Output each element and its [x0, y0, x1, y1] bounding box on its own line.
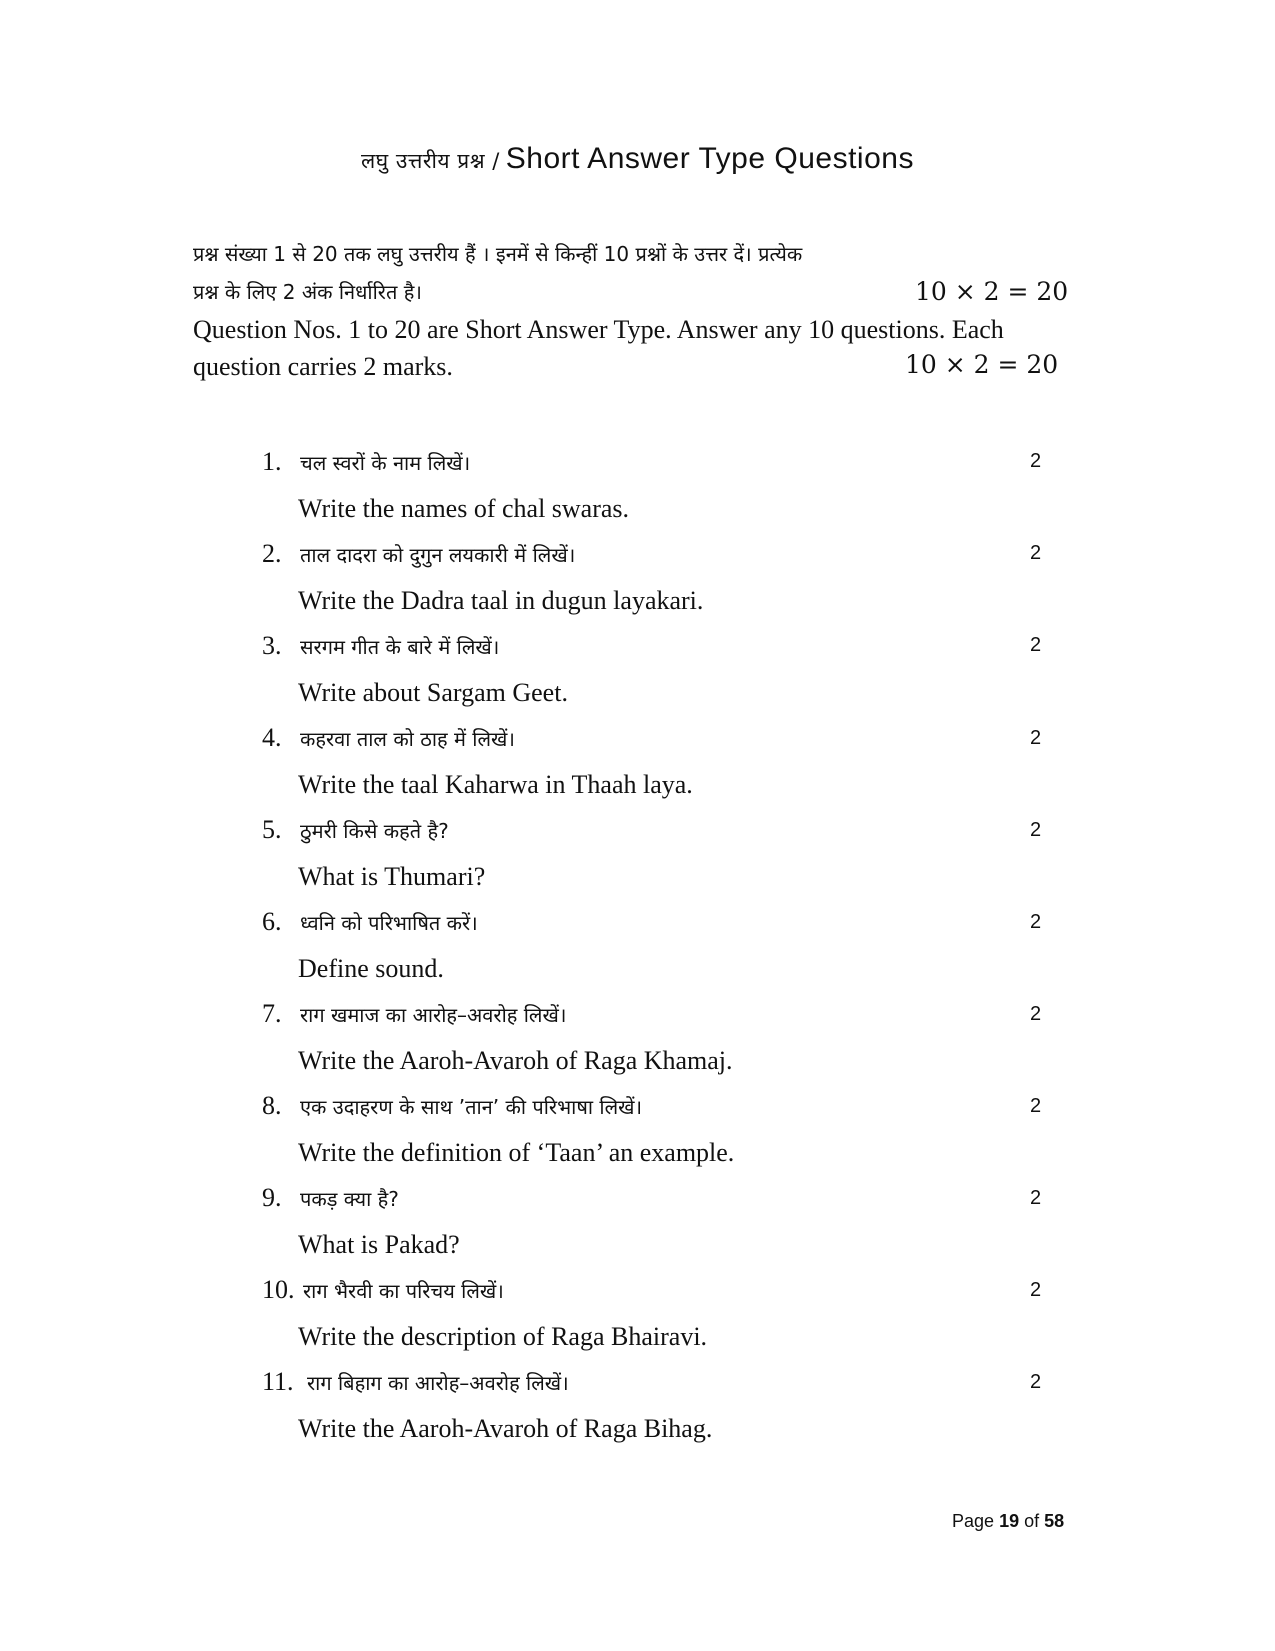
question-marks: 2	[1030, 911, 1042, 933]
of-word: of	[1024, 1511, 1040, 1531]
question-number: 2.	[262, 539, 282, 568]
question-marks: 2	[1030, 1279, 1042, 1301]
question-number: 7.	[262, 999, 282, 1028]
question-hindi	[262, 723, 515, 753]
question-hindi	[262, 1183, 399, 1213]
question-marks: 2	[1030, 1187, 1042, 1209]
question-text-hindi: सरगम गीत के बारे में लिखें।	[300, 635, 500, 659]
question-hindi	[262, 447, 470, 477]
question-text-english: Write the Dadra taal in dugun layakari.	[298, 586, 704, 615]
question-marks: 2	[1030, 542, 1042, 564]
question-text-hindi: एक उदाहरण के साथ ’तान’ की परिभाषा लिखें।	[300, 1095, 643, 1119]
question-text-english: What is Thumari?	[298, 862, 486, 891]
question-number: 11.	[262, 1367, 294, 1396]
question-hindi	[262, 907, 478, 937]
page-word: Page	[952, 1511, 995, 1531]
question-text-hindi: ध्वनि को परिभाषित करें।	[300, 911, 478, 935]
question-number: 3.	[262, 631, 282, 660]
question-number: 1.	[262, 447, 282, 476]
question-marks: 2	[1030, 819, 1042, 841]
question-text-hindi: राग भैरवी का परिचय लिखें।	[303, 1279, 504, 1303]
question-text-hindi: राग बिहाग का आरोह–अवरोह लिखें।	[307, 1371, 569, 1395]
question-text-hindi: पकड़ क्या है?	[300, 1187, 399, 1211]
question-text-english: Write the description of Raga Bhairavi.	[298, 1322, 708, 1351]
question-text-hindi: कहरवा ताल को ठाह में लिखें।	[300, 727, 515, 751]
question-hindi	[262, 539, 575, 569]
question-hindi	[262, 631, 499, 661]
page-total-number: 58	[1044, 1511, 1065, 1531]
question-number: 6.	[262, 907, 282, 936]
question-hindi	[262, 815, 449, 845]
question-text-hindi: ठुमरी किसे कहते है?	[300, 819, 449, 843]
page-current-number: 19	[999, 1511, 1020, 1531]
question-marks: 2	[1030, 634, 1042, 656]
question-marks: 2	[1030, 1095, 1042, 1117]
question-marks: 2	[1030, 450, 1042, 472]
question-text-english: What is Pakad?	[298, 1230, 460, 1259]
question-number: 5.	[262, 815, 282, 844]
instructions-english-line-1: Question Nos. 1 to 20 are Short Answer Type. Answer any 10 questions. Each	[193, 315, 1004, 344]
question-number: 9.	[262, 1183, 282, 1212]
question-hindi	[262, 999, 566, 1029]
marks-formula-english: 10 × 2 = 20	[905, 350, 1059, 379]
instructions-english-line-2: question carries 2 marks.	[193, 352, 453, 381]
question-text-english: Write the Aaroh-Avaroh of Raga Bihag.	[298, 1414, 713, 1443]
question-number: 4.	[262, 723, 282, 752]
question-hindi	[262, 1367, 569, 1397]
marks-formula-hindi: 10 × 2 = 20	[915, 277, 1069, 306]
question-number: 10.	[262, 1275, 295, 1304]
question-text-english: Write the definition of ‘Taan’ an example.	[298, 1138, 735, 1167]
page-title-hindi: लघु उत्तरीय प्रश्न /	[361, 149, 500, 173]
question-hindi	[262, 1091, 642, 1121]
question-marks: 2	[1030, 1371, 1042, 1393]
page-footer	[952, 1511, 1064, 1532]
question-marks: 2	[1030, 1003, 1042, 1025]
question-marks: 2	[1030, 727, 1042, 749]
question-text-english: Define sound.	[298, 954, 444, 983]
question-text-hindi: चल स्वरों के नाम लिखें।	[300, 451, 471, 475]
question-text-english: Write the taal Kaharwa in Thaah laya.	[298, 770, 693, 799]
question-text-hindi: ताल दादरा को दुगुन लयकारी में लिखें।	[300, 543, 576, 567]
instructions-hindi-line-2: प्रश्न के लिए 2 अंक निर्धारित है।	[193, 280, 422, 304]
page-title-english: Short Answer Type Questions	[505, 142, 914, 175]
question-hindi	[262, 1275, 504, 1305]
question-text-english: Write the Aaroh-Avaroh of Raga Khamaj.	[298, 1046, 733, 1075]
question-text-hindi: राग खमाज का आरोह–अवरोह लिखें।	[300, 1003, 567, 1027]
question-text-english: Write the names of chal swaras.	[298, 494, 630, 523]
question-number: 8.	[262, 1091, 282, 1120]
instructions-hindi-line-1: प्रश्न संख्या 1 से 20 तक लघु उत्तरीय हैं । इनमें से किन्हीं 10 प्रश्नों के उत्तर दें। प्रत्येक	[193, 242, 803, 266]
page-title	[0, 142, 1275, 176]
question-text-english: Write about Sargam Geet.	[298, 678, 568, 707]
